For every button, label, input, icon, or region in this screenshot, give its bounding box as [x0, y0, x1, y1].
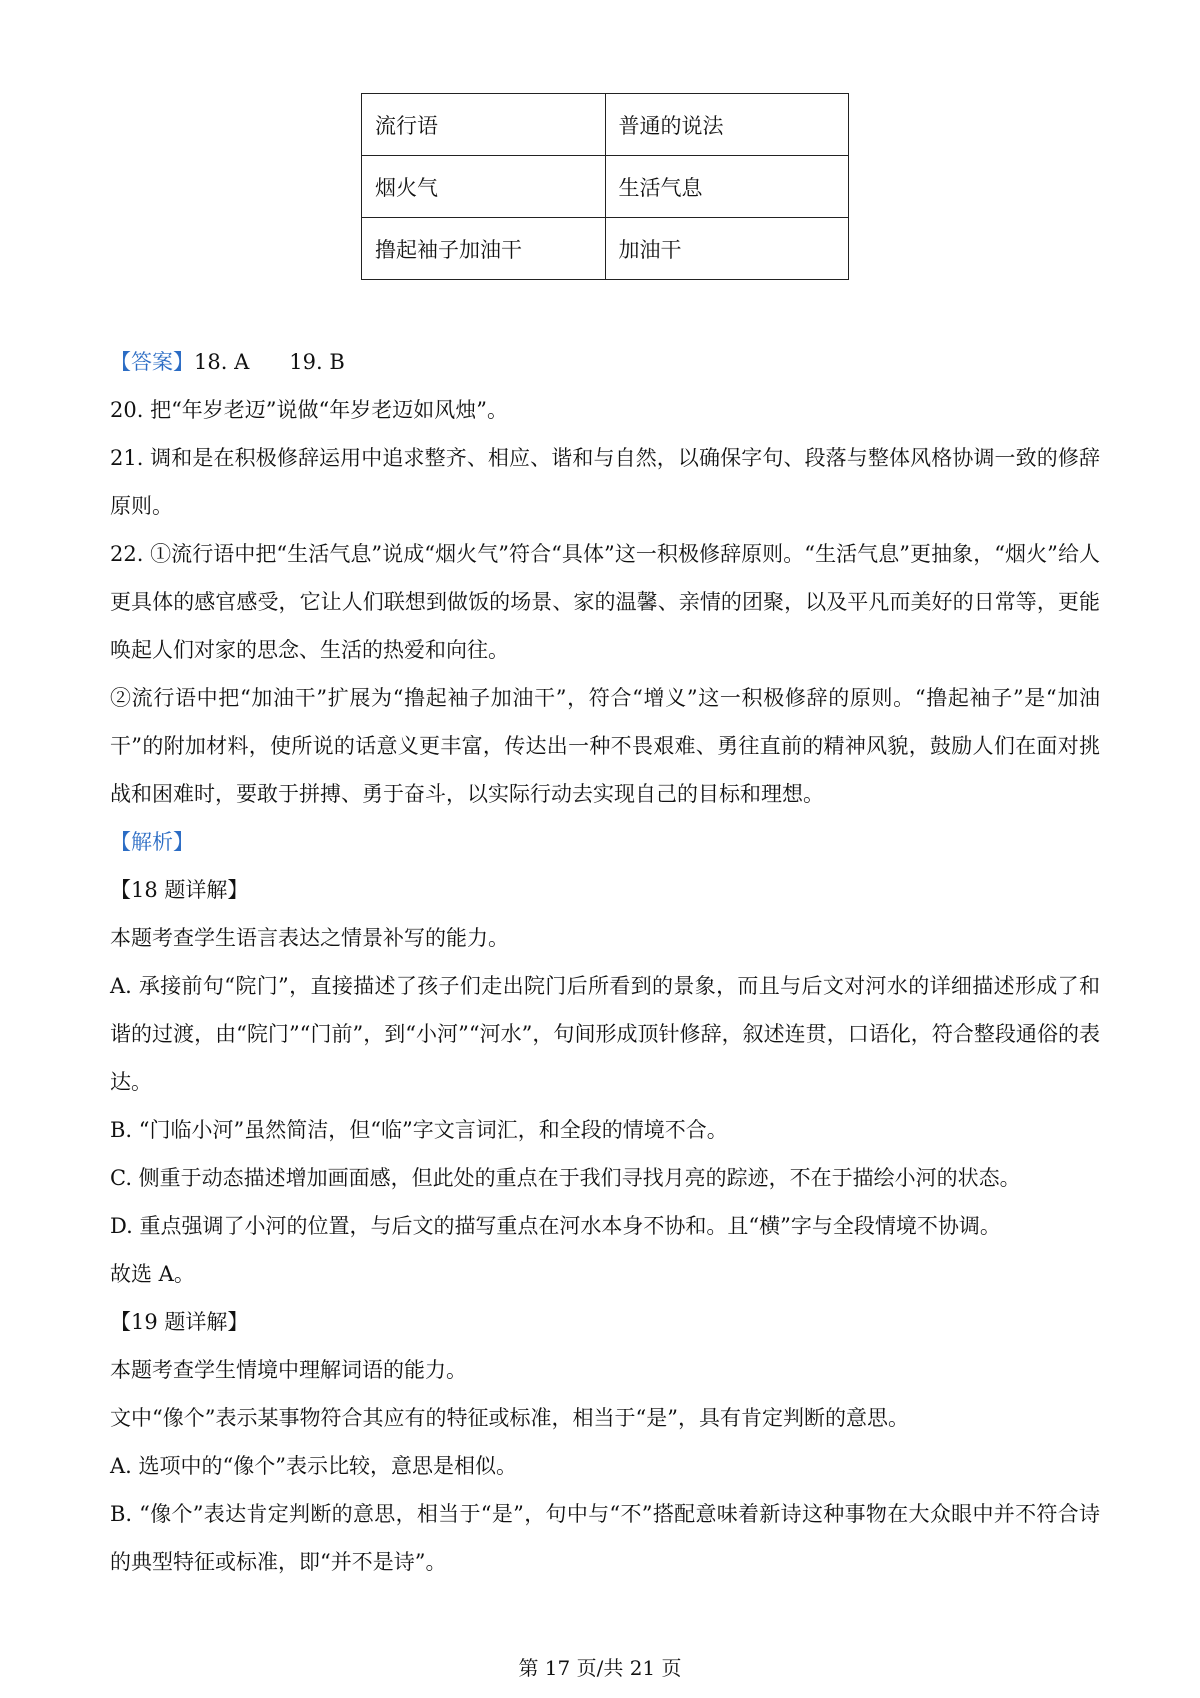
q19-context: 文中“像个”表示某事物符合其应有的特征或标准，相当于“是”，具有肯定判断的意思。 — [110, 1406, 909, 1430]
table-cell: 流行语 — [362, 94, 606, 156]
page-number: 第 17 页/共 21 页 — [518, 1656, 682, 1680]
q18-option-c: C. 侧重于动态描述增加画面感，但此处的重点在于我们寻找月亮的踪迹，不在于描绘小河的状态。 — [110, 1166, 1021, 1190]
table-row — [362, 218, 849, 280]
q18-option-a: A. 承接前句“院门”，直接描述了孩子们走出院门后所看到的景象，而且与后文对河水的详细描述形成了和谐的过渡，由“院门”“门前”，到“小河”“河水”，句间形成顶针修辞，叙述连贯，口语化，符合整段通俗的表达。 — [110, 974, 1100, 1094]
q19-intro: 本题考查学生情境中理解词语的能力。 — [110, 1358, 467, 1382]
answer-q18: 18. A — [194, 350, 250, 374]
q18-intro: 本题考查学生语言表达之情景补写的能力。 — [110, 926, 509, 950]
q18-conclusion: 故选 A。 — [110, 1262, 195, 1286]
buzzword-comparison-table — [361, 93, 849, 280]
table-row — [362, 156, 849, 218]
table-row — [362, 94, 849, 156]
answer-20: 20. 把“年岁老迈”说做“年岁老迈如风烛”。 — [110, 398, 509, 422]
q19-option-a: A. 选项中的“像个”表示比较，意思是相似。 — [110, 1454, 517, 1478]
answer-q19: 19. B — [289, 350, 345, 374]
q18-detail-heading: 【18 题详解】 — [110, 878, 249, 902]
table-cell: 生活气息 — [605, 156, 849, 218]
q19-detail-heading: 【19 题详解】 — [110, 1310, 249, 1334]
q18-option-b: B. “门临小河”虽然简洁，但“临”字文言词汇，和全段的情境不合。 — [110, 1118, 728, 1142]
answer-22-part1: 22. ①流行语中把“生活气息”说成“烟火气”符合“具体”这一积极修辞原则。“生活气息”更抽象，“烟火”给人更具体的感官感受，它让人们联想到做饭的场景、家的温馨、亲情的团聚，以及平凡而美好的日常等，更能唤起人们对家的思念、生活的热爱和向往。 — [110, 542, 1100, 662]
answer-tag: 【答案】 — [110, 350, 194, 374]
document-body — [110, 338, 1100, 1586]
table-cell: 撸起袖子加油干 — [362, 218, 606, 280]
table-cell: 加油干 — [605, 218, 849, 280]
answer-22-part2: ②流行语中把“加油干”扩展为“撸起袖子加油干”，符合“增义”这一积极修辞的原则。“撸起袖子”是“加油干”的附加材料，使所说的话意义更丰富，传达出一种不畏艰难、勇往直前的精神风貌，鼓励人们在面对挑战和困难时，要敢于拼搏、勇于奋斗，以实际行动去实现自己的目标和理想。 — [110, 686, 1100, 806]
answer-21: 21. 调和是在积极修辞运用中追求整齐、相应、谐和与自然，以确保字句、段落与整体风格协调一致的修辞原则。 — [110, 446, 1100, 518]
table-cell: 普通的说法 — [605, 94, 849, 156]
table-cell: 烟火气 — [362, 156, 606, 218]
q19-option-b: B. “像个”表达肯定判断的意思，相当于“是”，句中与“不”搭配意味着新诗这种事物在大众眼中并不符合诗的典型特征或标准，即“并不是诗”。 — [110, 1502, 1100, 1574]
analysis-heading: 【解析】 — [110, 830, 194, 854]
answer-line — [110, 338, 1100, 386]
q18-option-d: D. 重点强调了小河的位置，与后文的描写重点在河水本身不协和。且“横”字与全段情境不协调。 — [110, 1214, 1001, 1238]
